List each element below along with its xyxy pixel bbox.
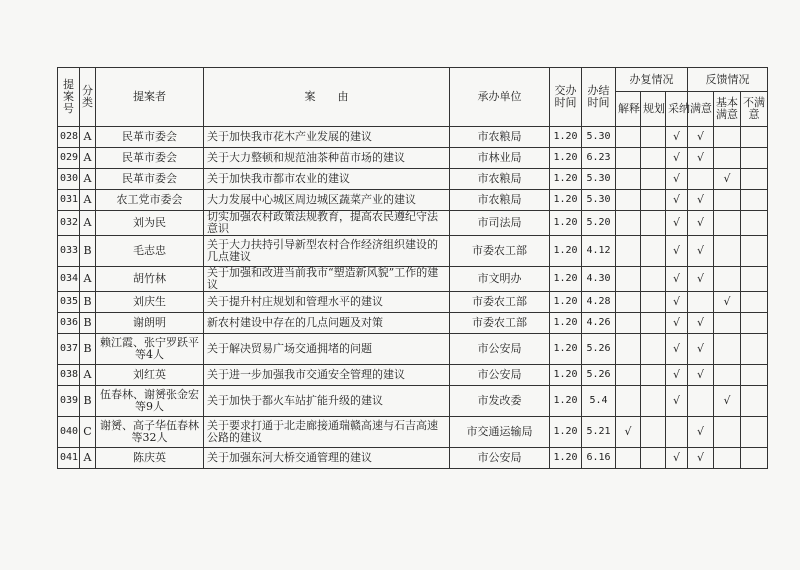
handling-unit: 市交通运输局 [450,417,550,448]
assign-date: 1.20 [550,236,582,267]
header-feedback-status: 反馈情况 [688,68,768,92]
proposer: 刘庆生 [96,292,204,313]
proposal-number: 041 [58,448,80,469]
proposer: 民革市委会 [96,169,204,190]
feedback-basic-check [714,448,741,469]
feedback-unsatisfied-check [741,148,768,169]
reply-plan-check [641,292,666,313]
category: B [80,386,96,417]
feedback-basic-check [714,127,741,148]
proposal-number: 031 [58,190,80,211]
feedback-satisfied-check: √ [688,211,714,236]
table-row [58,334,768,365]
category: B [80,334,96,365]
category: A [80,267,96,292]
table-row [58,313,768,334]
table-body [58,127,768,469]
feedback-basic-check [714,236,741,267]
feedback-unsatisfied-check [741,236,768,267]
subject: 关于大力整顿和规范油茶种苗市场的建议 [204,148,450,169]
table-row [58,267,768,292]
reply-plan-check [641,211,666,236]
header-feedback-unsatisfied: 不满意 [741,92,768,127]
feedback-unsatisfied-check [741,334,768,365]
reply-adopt-check: √ [666,313,688,334]
reply-explain-check [616,211,641,236]
feedback-satisfied-check: √ [688,148,714,169]
assign-date: 1.20 [550,190,582,211]
feedback-satisfied-check: √ [688,267,714,292]
proposal-number: 035 [58,292,80,313]
header-unit: 承办单位 [450,68,550,127]
subject: 关于加强东河大桥交通管理的建议 [204,448,450,469]
reply-plan-check [641,267,666,292]
header-no: 提案号 [58,68,80,127]
completion-date: 5.30 [582,169,616,190]
table-row [58,236,768,267]
reply-adopt-check: √ [666,334,688,365]
feedback-satisfied-check [688,386,714,417]
reply-adopt-check: √ [666,386,688,417]
proposer: 刘红英 [96,365,204,386]
feedback-satisfied-check: √ [688,236,714,267]
reply-adopt-check [666,417,688,448]
completion-date: 4.30 [582,267,616,292]
header-reply-explain: 解释 [616,92,641,127]
assign-date: 1.20 [550,365,582,386]
category: A [80,169,96,190]
subject: 关于要求打通于北走廊接通瑞赣高速与石吉高速公路的建议 [204,417,450,448]
assign-date: 1.20 [550,169,582,190]
subject: 关于加快我市花木产业发展的建议 [204,127,450,148]
category: A [80,190,96,211]
subject: 关于加快于都火车站扩能升级的建议 [204,386,450,417]
feedback-basic-check [714,417,741,448]
proposer: 胡竹林 [96,267,204,292]
proposal-number: 033 [58,236,80,267]
reply-adopt-check: √ [666,190,688,211]
reply-plan-check [641,127,666,148]
reply-plan-check [641,417,666,448]
category: B [80,236,96,267]
header-subject: 案 由 [204,68,450,127]
reply-explain-check [616,448,641,469]
table-row [58,169,768,190]
feedback-unsatisfied-check [741,386,768,417]
proposal-table [57,67,768,469]
category: A [80,365,96,386]
proposal-number: 040 [58,417,80,448]
completion-date: 5.30 [582,127,616,148]
feedback-unsatisfied-check [741,448,768,469]
handling-unit: 市公安局 [450,334,550,365]
subject: 切实加强农村政策法规教育，提高农民遵纪守法意识 [204,211,450,236]
subject: 关于解决贸易广场交通拥堵的问题 [204,334,450,365]
reply-explain-check [616,334,641,365]
reply-explain-check [616,148,641,169]
proposer: 赖江霞、张宁罗跃平等4人 [96,334,204,365]
subject: 关于大力扶持引导新型农村合作经济组织建设的几点建议 [204,236,450,267]
feedback-satisfied-check: √ [688,334,714,365]
proposal-number: 036 [58,313,80,334]
proposal-number: 037 [58,334,80,365]
header-category: 分类 [80,68,96,127]
reply-adopt-check: √ [666,148,688,169]
header-assign-time: 交办时间 [550,68,582,127]
handling-unit: 市委农工部 [450,236,550,267]
feedback-unsatisfied-check [741,365,768,386]
assign-date: 1.20 [550,211,582,236]
completion-date: 5.21 [582,417,616,448]
reply-plan-check [641,365,666,386]
reply-plan-check [641,386,666,417]
header-feedback-basic: 基本满意 [714,92,741,127]
category: A [80,148,96,169]
proposal-number: 038 [58,365,80,386]
feedback-basic-check [714,313,741,334]
feedback-satisfied-check [688,292,714,313]
feedback-basic-check: √ [714,292,741,313]
reply-plan-check [641,190,666,211]
completion-date: 6.16 [582,448,616,469]
feedback-unsatisfied-check [741,190,768,211]
header-reply-adopt: 采纳 [666,92,688,127]
completion-date: 5.30 [582,190,616,211]
table-row [58,127,768,148]
handling-unit: 市公安局 [450,448,550,469]
reply-explain-check: √ [616,417,641,448]
proposal-number: 034 [58,267,80,292]
assign-date: 1.20 [550,267,582,292]
reply-plan-check [641,313,666,334]
handling-unit: 市司法局 [450,211,550,236]
table-row [58,417,768,448]
feedback-unsatisfied-check [741,211,768,236]
handling-unit: 市发改委 [450,386,550,417]
reply-plan-check [641,148,666,169]
assign-date: 1.20 [550,334,582,365]
feedback-satisfied-check: √ [688,448,714,469]
reply-explain-check [616,169,641,190]
assign-date: 1.20 [550,127,582,148]
reply-explain-check [616,190,641,211]
reply-explain-check [616,292,641,313]
reply-plan-check [641,236,666,267]
handling-unit: 市文明办 [450,267,550,292]
header-proposer: 提案者 [96,68,204,127]
proposer: 农工党市委会 [96,190,204,211]
handling-unit: 市公安局 [450,365,550,386]
completion-date: 5.20 [582,211,616,236]
header-feedback-satisfied: 满意 [688,92,714,127]
feedback-satisfied-check: √ [688,190,714,211]
reply-explain-check [616,313,641,334]
completion-date: 5.4 [582,386,616,417]
assign-date: 1.20 [550,148,582,169]
proposer: 刘为民 [96,211,204,236]
proposer: 民革市委会 [96,127,204,148]
feedback-satisfied-check: √ [688,417,714,448]
handling-unit: 市农粮局 [450,127,550,148]
handling-unit: 市林业局 [450,148,550,169]
proposer: 伍春林、谢赟张金宏等9人 [96,386,204,417]
reply-adopt-check: √ [666,448,688,469]
reply-adopt-check: √ [666,365,688,386]
reply-plan-check [641,169,666,190]
completion-date: 4.12 [582,236,616,267]
header-done-time: 办结时间 [582,68,616,127]
feedback-satisfied-check: √ [688,365,714,386]
proposer: 谢朗明 [96,313,204,334]
table-row [58,190,768,211]
completion-date: 4.28 [582,292,616,313]
proposal-number: 029 [58,148,80,169]
proposal-number: 028 [58,127,80,148]
category: B [80,313,96,334]
completion-date: 5.26 [582,334,616,365]
proposal-number: 032 [58,211,80,236]
handling-unit: 市农粮局 [450,169,550,190]
table-row [58,386,768,417]
reply-adopt-check: √ [666,211,688,236]
table-row [58,211,768,236]
reply-adopt-check: √ [666,267,688,292]
proposal-number: 039 [58,386,80,417]
reply-adopt-check: √ [666,169,688,190]
feedback-unsatisfied-check [741,169,768,190]
subject: 关于提升村庄规划和管理水平的建议 [204,292,450,313]
feedback-basic-check [714,267,741,292]
subject: 新农村建设中存在的几点问题及对策 [204,313,450,334]
assign-date: 1.20 [550,417,582,448]
reply-plan-check [641,448,666,469]
feedback-satisfied-check: √ [688,127,714,148]
category: A [80,127,96,148]
feedback-unsatisfied-check [741,313,768,334]
proposal-number: 030 [58,169,80,190]
subject: 大力发展中心城区周边城区蔬菜产业的建议 [204,190,450,211]
reply-explain-check [616,267,641,292]
proposer: 毛志忠 [96,236,204,267]
header-reply-status: 办复情况 [616,68,688,92]
category: B [80,292,96,313]
proposer: 民革市委会 [96,148,204,169]
reply-explain-check [616,386,641,417]
handling-unit: 市农粮局 [450,190,550,211]
feedback-satisfied-check [688,169,714,190]
assign-date: 1.20 [550,386,582,417]
reply-explain-check [616,236,641,267]
feedback-basic-check: √ [714,386,741,417]
feedback-satisfied-check: √ [688,313,714,334]
feedback-unsatisfied-check [741,267,768,292]
reply-adopt-check: √ [666,127,688,148]
reply-adopt-check: √ [666,236,688,267]
proposer: 陈庆英 [96,448,204,469]
reply-adopt-check: √ [666,292,688,313]
feedback-basic-check [714,148,741,169]
table-row [58,148,768,169]
feedback-unsatisfied-check [741,292,768,313]
completion-date: 6.23 [582,148,616,169]
subject: 关于加强和改进当前我市“塑造新风貌”工作的建议 [204,267,450,292]
feedback-unsatisfied-check [741,417,768,448]
reply-plan-check [641,334,666,365]
feedback-basic-check [714,365,741,386]
handling-unit: 市委农工部 [450,292,550,313]
reply-explain-check [616,127,641,148]
assign-date: 1.20 [550,313,582,334]
feedback-basic-check [714,211,741,236]
proposer: 谢赟、高子华伍春林等32人 [96,417,204,448]
assign-date: 1.20 [550,448,582,469]
feedback-unsatisfied-check [741,127,768,148]
feedback-basic-check [714,190,741,211]
feedback-basic-check [714,334,741,365]
table-row [58,365,768,386]
table-row [58,292,768,313]
subject: 关于加快我市都市农业的建议 [204,169,450,190]
subject: 关于进一步加强我市交通安全管理的建议 [204,365,450,386]
category: A [80,211,96,236]
reply-explain-check [616,365,641,386]
category: A [80,448,96,469]
handling-unit: 市委农工部 [450,313,550,334]
table-row [58,448,768,469]
header-reply-plan: 规划 [641,92,666,127]
completion-date: 5.26 [582,365,616,386]
assign-date: 1.20 [550,292,582,313]
completion-date: 4.26 [582,313,616,334]
category: C [80,417,96,448]
feedback-basic-check: √ [714,169,741,190]
